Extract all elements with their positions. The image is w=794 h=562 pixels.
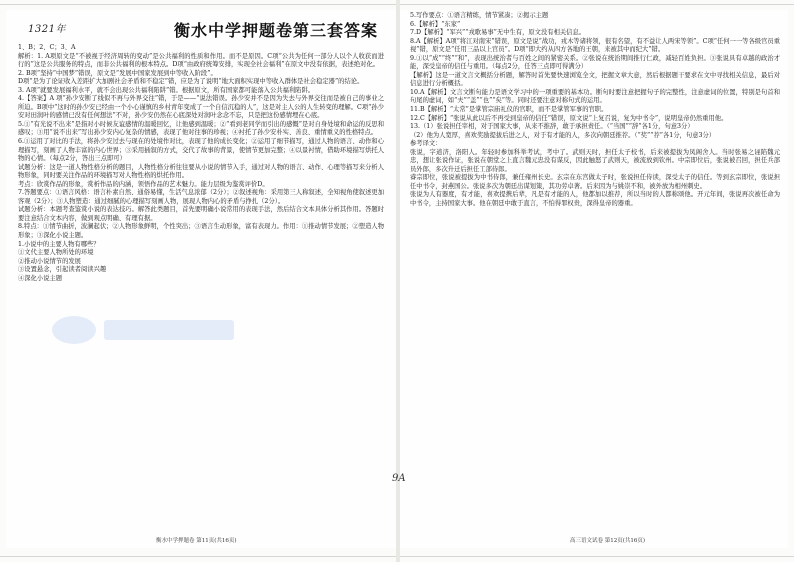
text-paragraph: ④深化小说主题 [18,274,63,282]
text-paragraph: 张说为人有器度，有才能，喜欢提携后辈，凡是有才能的人，他都加以推荐，所以当时的人都称颂他。开元年间，张说再次被任命为中书令，主持国家大事。他在朝廷中敢于直言，不怕得罪权贵，深得皇帝的器重。 [410,191,780,208]
right-page [400,10,788,548]
text-paragraph: ①文代主要人物所处的环境 [18,249,94,257]
left-page [6,10,396,548]
text-paragraph: ③设置悬念，引起读者阅读兴趣 [18,266,107,274]
text-paragraph: 3. A项“就要发展福利水平，就不会出现公共福利陷阱”错。根据原文，所有国家都可能落入公共福利陷阱。 [18,86,315,94]
text-paragraph: 解析：1. A项原文是“不被视于经济周转的变动”是公共福利的性质和作用。而不是原因。C项“公共为任何一部分人以个人收获而进行的”这是公共服务的特点，而非公共福利的根本特点。D项“由政府统筹安排，实现全社会福利”在原文中没有依据，表述绝对化。 [18,52,384,69]
text-paragraph: D项“是为了论证收入差距扩大加剧社会矛盾和不稳定”错，应是为了说明“地大面积实现中等收入群体是社会稳定器”的结论。 [18,78,364,86]
text-paragraph: 10.A【解析】文言文断句能力是语文学习中的一项重要的基本功。断句时要注意把握句子的完整性，注意虚词的位置，特别是句首和句尾的虚词，如“夫”“盖”“也”“矣”等。同时还要注意对称句式的运用。 [410,88,780,105]
text-paragraph: 试题分析：这是一道人物性格分析的题目，人物性格分析往往要从小说的情节入手，通过对人物的语言、动作、心理等描写来分析人物形象，同时要关注作品的环境描写对人物性格的烘托作用。 [18,163,384,180]
handwritten-note: 1321年 [28,24,66,35]
text-paragraph: 2. B项“坚持“中国梦”错误，原文是“发展中国家发展到中等收入阶段”。 [18,69,217,77]
text-paragraph: 1、B；2、C；3、A [18,44,76,51]
text-paragraph: 6.【解析】“东家” [410,20,461,28]
text-paragraph: 试题分析：本题考查鉴赏小说的表达技巧。解答此类题目，首先要明确小说常用的表现手法，然后结合文本具体分析其作用。答题时要注意结合文本内容，做到观点明确、有理有据。 [18,206,384,222]
page-number-mark: 9A [392,473,406,484]
text-paragraph: 7.答题要点：①语言风格：语言朴素自然、通俗易懂，生活气息浓郁（2分）；②叙述视角：采用第三人称叙述，全知视角使叙述更加客观（2分）；③人物塑造：通过细腻的心理描写刻画人物，展现人物内心的矛盾与挣扎（2分）。 [18,189,384,205]
text-paragraph: （2）他为人宽厚，喜欢奖励提拔后进之人，对于有才能的人，多次向朝廷推荐。（“奖”“荐”各1分，句意3分） [410,131,716,139]
text-paragraph: 1.小说中的主要人物有哪些？ [18,240,100,248]
text-paragraph: 【解析】这是一道文言文概括分析题，解答时首先要快速浏览全文，把握文章大意，然后根据题干要求在文中寻找相关信息，最后对信息进行分析概括。 [410,71,780,88]
text-paragraph: 7.D【解析】“军兴”“戎歌易事”无中生有，原文没有相关信息。 [410,29,586,37]
text-paragraph: 9.①以“成”“终”“和”，表现出统治者与百姓之间的紧密关系。②张说在统治期间推行仁政，减轻百姓负担。③张说具有卓越的政治才能，深受皇帝的信任与重用。（每点2分，任答三点即可得满分） [410,54,780,71]
text-paragraph: 8.A【解析】A项“将江对南宋”错误，原文是说“战功，戎木等诸将领，很有名望，有不益让人两宋等领”。C项“任何一一等各级官员重视”错，原文是“任用三品以上官员”。D项“即大约从四方各地的王朝，来被其中而纪大”错。 [410,37,780,54]
right-page-footer: 高三语文试卷 第12页(共16页) [570,538,646,544]
text-paragraph: 考点：欣赏作品的形象，赏析作品的内涵，领悟作品的艺术魅力。能力层级为鉴赏评价D。 [18,180,269,188]
left-page-footer: 衡水中学押题卷 第11页(共16页) [156,538,237,544]
text-paragraph: 参考译文： [410,140,442,148]
text-paragraph: 4.【答案】A 项“孙少安断了线似不再与外界交往”错，于是——“说法错误。孙少安并不是因为失去与外界交往而是被自己的事业之所迫。B项中“这时的孙少安已经由一个小心谨慎的乡村青年变成了一个自信沉稳的人”，这是对主人公的人生转变的理解。C项“孙少安对田润叶的感情已没有任何想法”不对，孙少安仍然在心底深处对润叶念念不忘，只是把这份感情埋在心底。 [18,95,384,120]
text-paragraph: 睿宗即位，张说被提拔为中书侍郎，兼任雍州长史。玄宗在东宫做太子时，张说担任侍读，深受太子的信任。等到玄宗即位，张说担任中书令，封燕国公。张说多次为朝廷出谋划策，其功劳卓著。后来因为与姚崇不和，被外放为相州刺史。 [410,174,780,190]
text-paragraph: 张说，字道济，洛阳人。年轻时参加科举考试，考中了。武则天时，担任太子校书，后来被提拔为凤阁舍人。当时张易之诬陷魏元忠，想让张说作证，张说在朝堂之上直言魏元忠没有谋反，因此触怒了武则天，被流放到钦州。中宗即位后，张说被召回，担任兵部员外郎，多次升迁后担任工部侍郎。 [410,148,780,173]
text-paragraph: 12.C【解析】“张说从此以后不再受到皇帝的信任”错误，原文说“上复召说，复为中书令”，说明皇帝仍然重用他。 [410,114,728,122]
text-paragraph: 6.①运用了对比的手法，将孙少安过去与现在的处境作对比，表现了他的成长变化；②运用了细节描写，通过人物的语言、动作和心理描写，刻画了人物丰富的内心世界；③采用插叙的方式，交代了故事的背景，使情节更加完整；④以景衬情，借助环境描写烘托人物的心情。（每点2分，答出三点即可） [18,138,384,163]
text-paragraph: 8.特点：①情节曲折，波澜起伏；②人物形象鲜明，个性突出；③语言生动形象，富有表现力。作用：①推动情节发展；②塑造人物形象；③深化小说主题。 [18,223,384,240]
text-paragraph: 13.（1）张说担任宰相，对于国家大事，从来不推辞，敢于承担责任。（“当国”“辞”各1分，句意3分） [410,123,694,131]
right-page-text [410,12,780,542]
text-paragraph: ②推动小说情节的发展 [18,257,81,265]
document-title: 衡水中学押题卷第三套答案 [174,21,379,40]
text-paragraph: 5.写作要点：①语言精练，情节紧凑；②揭示主题 [410,12,549,19]
left-page-text [18,44,384,544]
text-paragraph: 5.①“有光说不出来”是指对小时候友谊感情的温暖回忆，让他感到温暖；②“看到老同学而引出的感慨”是对自身处境和命运的反思和感叹；③用“说不出来”写出孙少安内心复杂的情感，表现了他对往事的珍视；④衬托了孙少安朴实、善良、重情重义的性格特点。 [18,120,384,137]
text-paragraph: 11.B【解析】“太常”是掌管宗庙礼仪的官职，而不是掌管军事的官职。 [410,106,608,114]
